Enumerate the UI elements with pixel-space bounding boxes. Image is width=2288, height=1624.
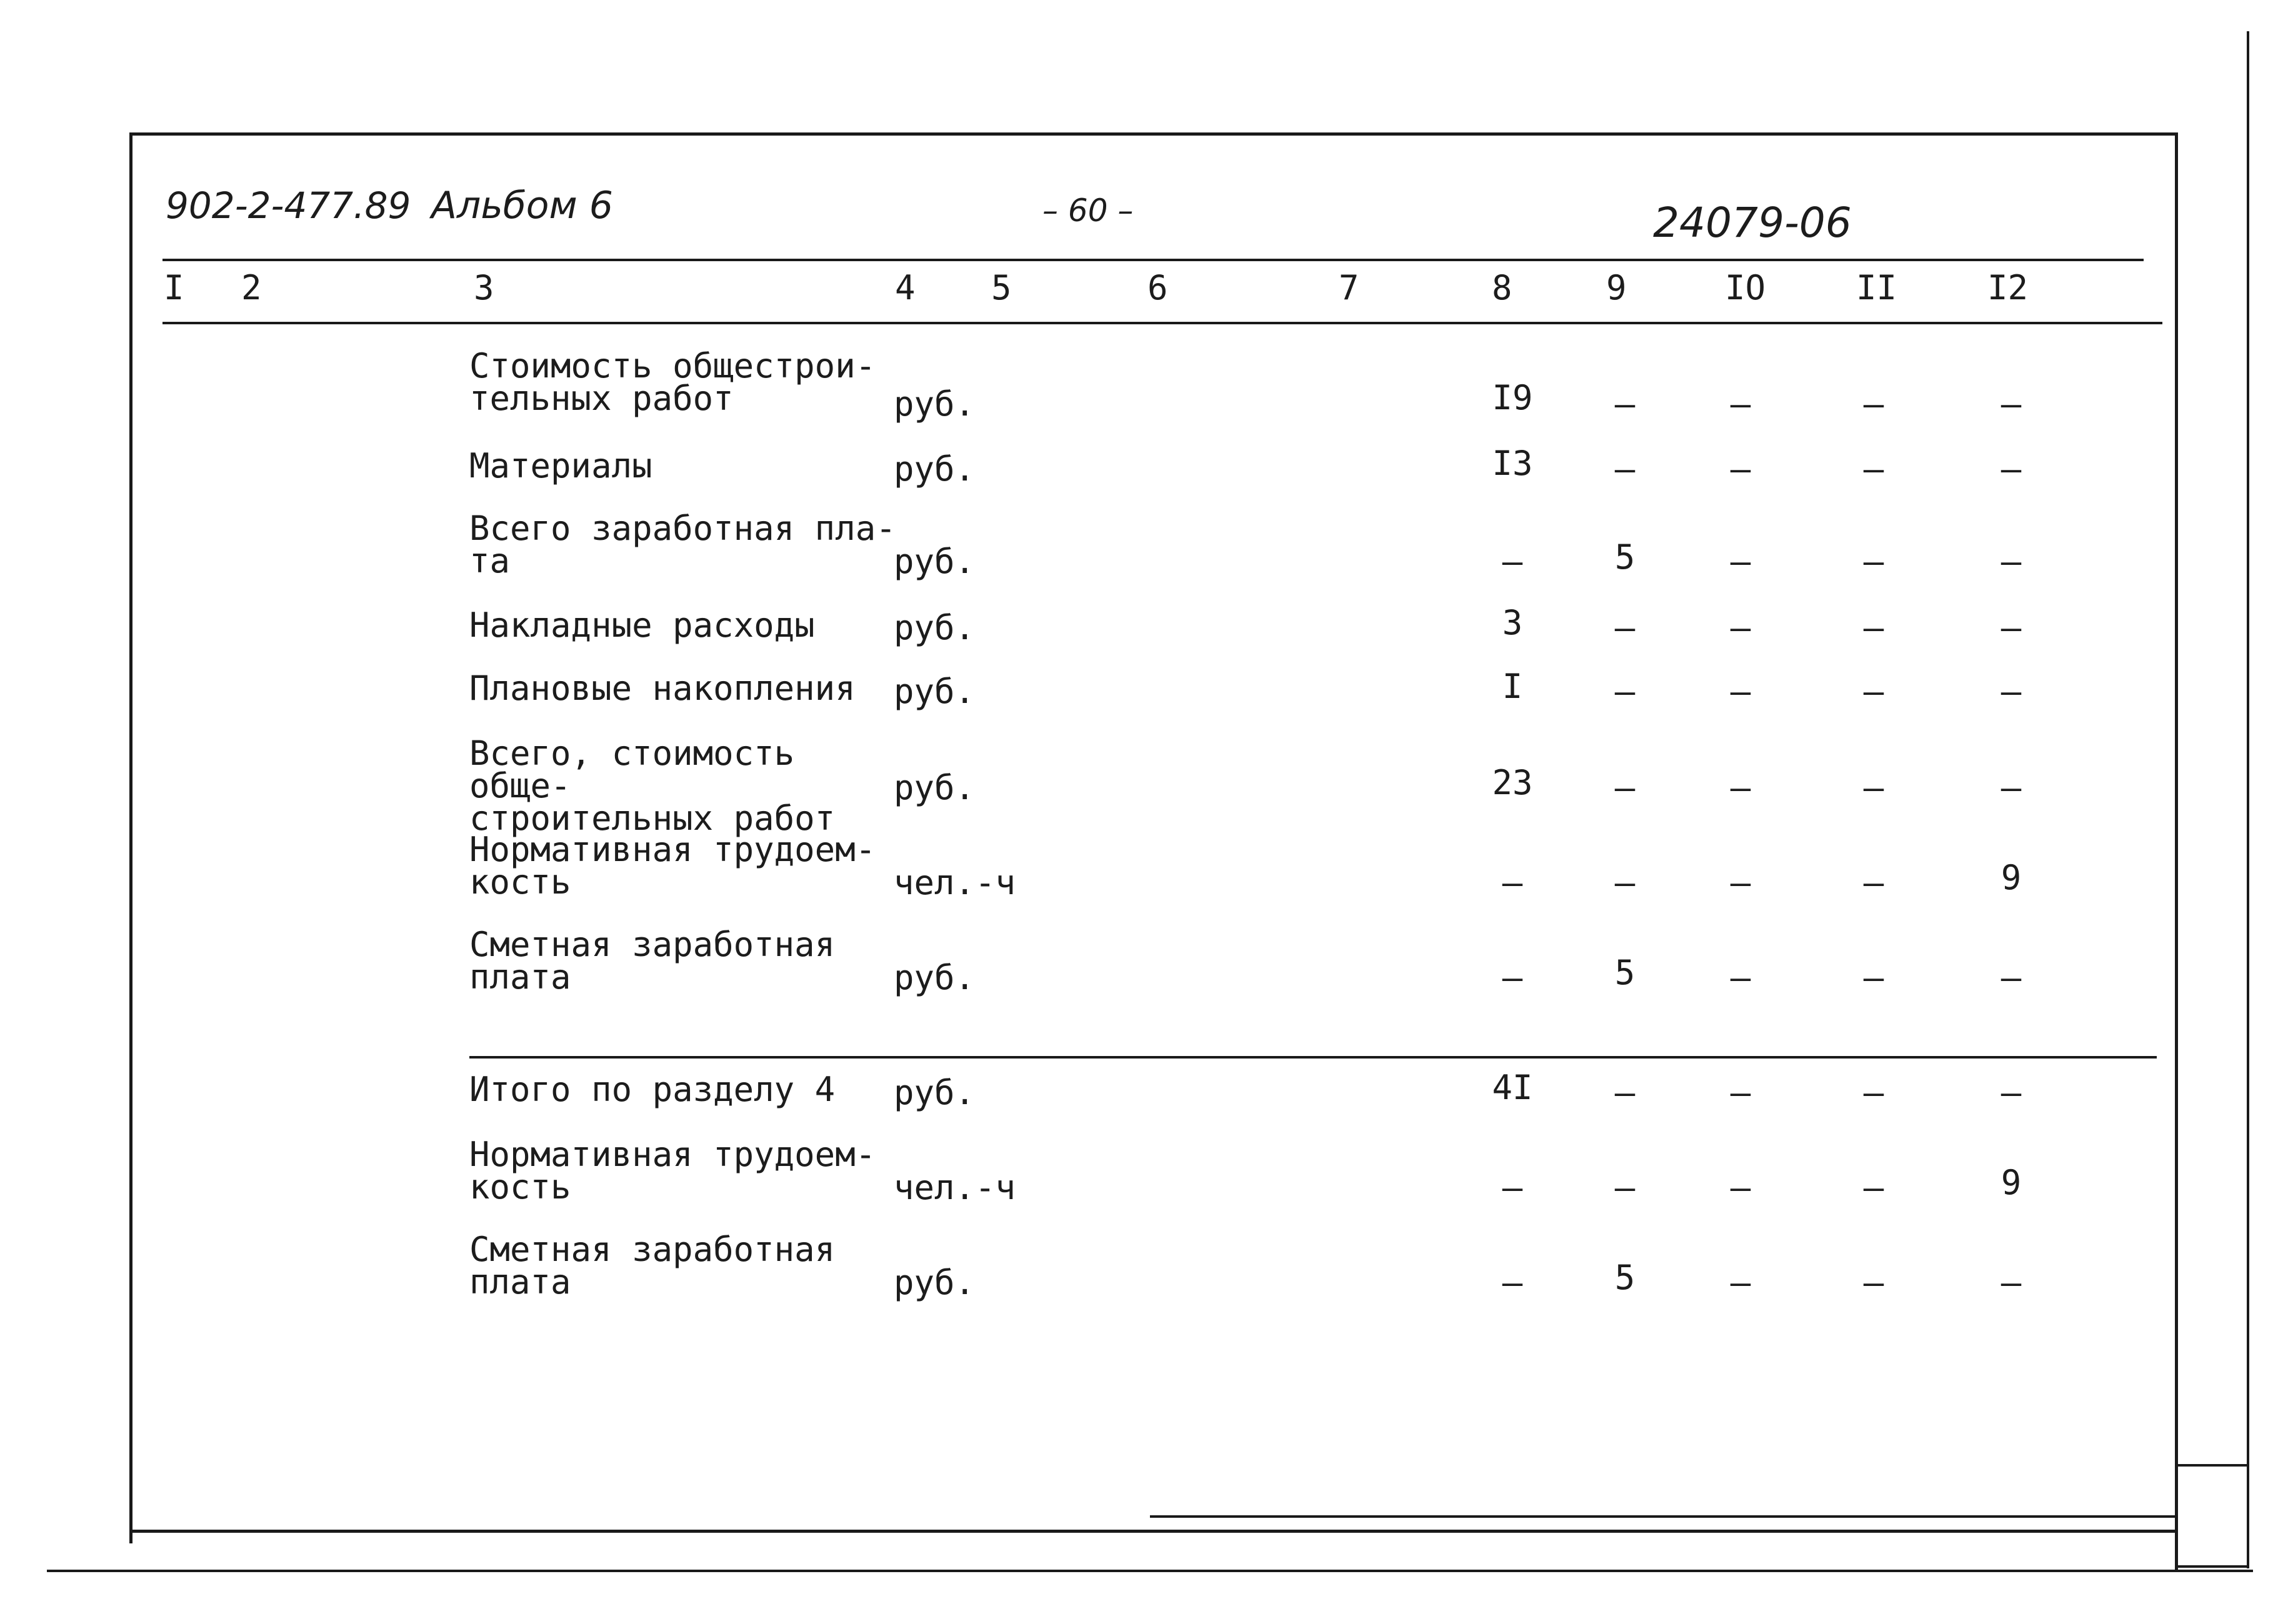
row-col11: – bbox=[1863, 449, 1884, 489]
frame-bottom-inner bbox=[1150, 1515, 2175, 1518]
row-name: Всего заработная пла- та bbox=[469, 509, 896, 580]
total-col10: – bbox=[1730, 1168, 1751, 1207]
total-col11: – bbox=[1863, 1073, 1884, 1112]
row-col11: – bbox=[1863, 384, 1884, 424]
doc-code: 902-2-477.89 bbox=[166, 184, 411, 227]
col-num-2: 2 bbox=[241, 268, 262, 307]
total-unit: руб. bbox=[894, 1263, 976, 1302]
row-col11: – bbox=[1863, 608, 1884, 647]
row-col8: 3 bbox=[1502, 603, 1523, 642]
col-num-9: 9 bbox=[1606, 268, 1627, 307]
row-col9: 5 bbox=[1614, 953, 1636, 992]
row-col9: – bbox=[1614, 672, 1636, 711]
row-col11: – bbox=[1863, 672, 1884, 711]
row-col8: I9 bbox=[1492, 378, 1533, 417]
row-col10: – bbox=[1730, 608, 1751, 647]
row-name: Сметная заработная плата bbox=[469, 925, 836, 997]
row-col8: – bbox=[1502, 958, 1523, 997]
col-num-4: 4 bbox=[895, 268, 916, 307]
stamp-box-bottom bbox=[2176, 1565, 2248, 1568]
total-col8: – bbox=[1502, 1168, 1523, 1207]
total-col11: – bbox=[1863, 1263, 1884, 1302]
row-name: Накладные расходы bbox=[469, 605, 815, 645]
row-unit: руб. bbox=[894, 608, 976, 647]
total-unit: чел.-ч bbox=[894, 1168, 1016, 1207]
row-unit: руб. bbox=[894, 384, 976, 424]
row-col12: 9 bbox=[2001, 858, 2022, 897]
row-col9: – bbox=[1614, 384, 1636, 424]
row-col8: 23 bbox=[1492, 763, 1533, 802]
total-col12: – bbox=[2001, 1073, 2022, 1112]
row-unit: руб. bbox=[894, 542, 976, 581]
row-col8: I bbox=[1502, 667, 1523, 706]
row-name: Всего, стоимость обще- строительных работ bbox=[469, 734, 836, 838]
row-col12: – bbox=[2001, 958, 2022, 997]
row-col10: – bbox=[1730, 384, 1751, 424]
outer-right-border bbox=[2247, 31, 2249, 1568]
col-num-11: II bbox=[1856, 268, 1897, 307]
row-col8: – bbox=[1502, 542, 1523, 581]
frame-top bbox=[129, 132, 2177, 136]
row-col12: – bbox=[2001, 384, 2022, 424]
frame-right bbox=[2175, 132, 2178, 1570]
row-unit: руб. bbox=[894, 449, 976, 489]
total-col11: – bbox=[1863, 1168, 1884, 1207]
total-col12: – bbox=[2001, 1263, 2022, 1302]
project-code: 24079-06 bbox=[1653, 199, 1852, 247]
page-bottom-cut-line bbox=[47, 1570, 2253, 1572]
total-name: Нормативная трудоем- кость bbox=[469, 1135, 876, 1207]
row-name: Нормативная трудоем- кость bbox=[469, 830, 876, 902]
total-col8: 4I bbox=[1492, 1068, 1533, 1107]
total-name: Итого по разделу 4 bbox=[469, 1070, 836, 1109]
col-num-6: 6 bbox=[1147, 268, 1168, 307]
total-unit: руб. bbox=[894, 1073, 976, 1112]
col-header-top-line bbox=[162, 259, 2144, 261]
row-col10: – bbox=[1730, 542, 1751, 581]
col-num-5: 5 bbox=[991, 268, 1012, 307]
total-name: Сметная заработная плата bbox=[469, 1230, 836, 1302]
row-unit: руб. bbox=[894, 672, 976, 711]
row-col12: – bbox=[2001, 542, 2022, 581]
row-col12: – bbox=[2001, 672, 2022, 711]
total-col9: – bbox=[1614, 1168, 1636, 1207]
frame-left bbox=[129, 132, 132, 1543]
page-number: – 60 – bbox=[1042, 192, 1134, 229]
row-unit: чел.-ч bbox=[894, 863, 1016, 902]
total-col8: – bbox=[1502, 1263, 1523, 1302]
col-num-1: I bbox=[164, 268, 184, 307]
row-col8: – bbox=[1502, 863, 1523, 902]
row-col12: – bbox=[2001, 449, 2022, 489]
total-col9: 5 bbox=[1614, 1258, 1636, 1297]
total-col10: – bbox=[1730, 1073, 1751, 1112]
row-unit: руб. bbox=[894, 958, 976, 997]
col-num-12: I2 bbox=[1987, 268, 2029, 307]
col-header-bottom-line bbox=[162, 322, 2162, 324]
row-name: Плановые накопления bbox=[469, 669, 856, 708]
total-col9: – bbox=[1614, 1073, 1636, 1112]
row-name: Материалы bbox=[469, 446, 652, 486]
row-col11: – bbox=[1863, 768, 1884, 807]
row-col12: – bbox=[2001, 608, 2022, 647]
col-num-10: IO bbox=[1725, 268, 1766, 307]
row-col10: – bbox=[1730, 863, 1751, 902]
row-col11: – bbox=[1863, 958, 1884, 997]
row-col9: – bbox=[1614, 449, 1636, 489]
frame-bottom bbox=[132, 1530, 2176, 1533]
total-col10: – bbox=[1730, 1263, 1751, 1302]
col-num-3: 3 bbox=[474, 268, 494, 307]
total-col12: 9 bbox=[2001, 1163, 2022, 1202]
row-unit: руб. bbox=[894, 768, 976, 807]
stamp-box-top bbox=[2176, 1464, 2248, 1467]
row-col11: – bbox=[1863, 542, 1884, 581]
row-col12: – bbox=[2001, 768, 2022, 807]
row-col10: – bbox=[1730, 768, 1751, 807]
totals-separator bbox=[469, 1056, 2157, 1059]
row-col10: – bbox=[1730, 449, 1751, 489]
row-col10: – bbox=[1730, 958, 1751, 997]
row-name: Стоимость общестрои- тельных работ bbox=[469, 346, 876, 418]
col-num-7: 7 bbox=[1339, 268, 1359, 307]
row-col9: – bbox=[1614, 768, 1636, 807]
row-col11: – bbox=[1863, 863, 1884, 902]
row-col8: I3 bbox=[1492, 444, 1533, 483]
row-col9: 5 bbox=[1614, 537, 1636, 577]
row-col9: – bbox=[1614, 608, 1636, 647]
row-col10: – bbox=[1730, 672, 1751, 711]
album-label: Альбом 6 bbox=[431, 184, 613, 227]
row-col9: – bbox=[1614, 863, 1636, 902]
col-num-8: 8 bbox=[1492, 268, 1512, 307]
